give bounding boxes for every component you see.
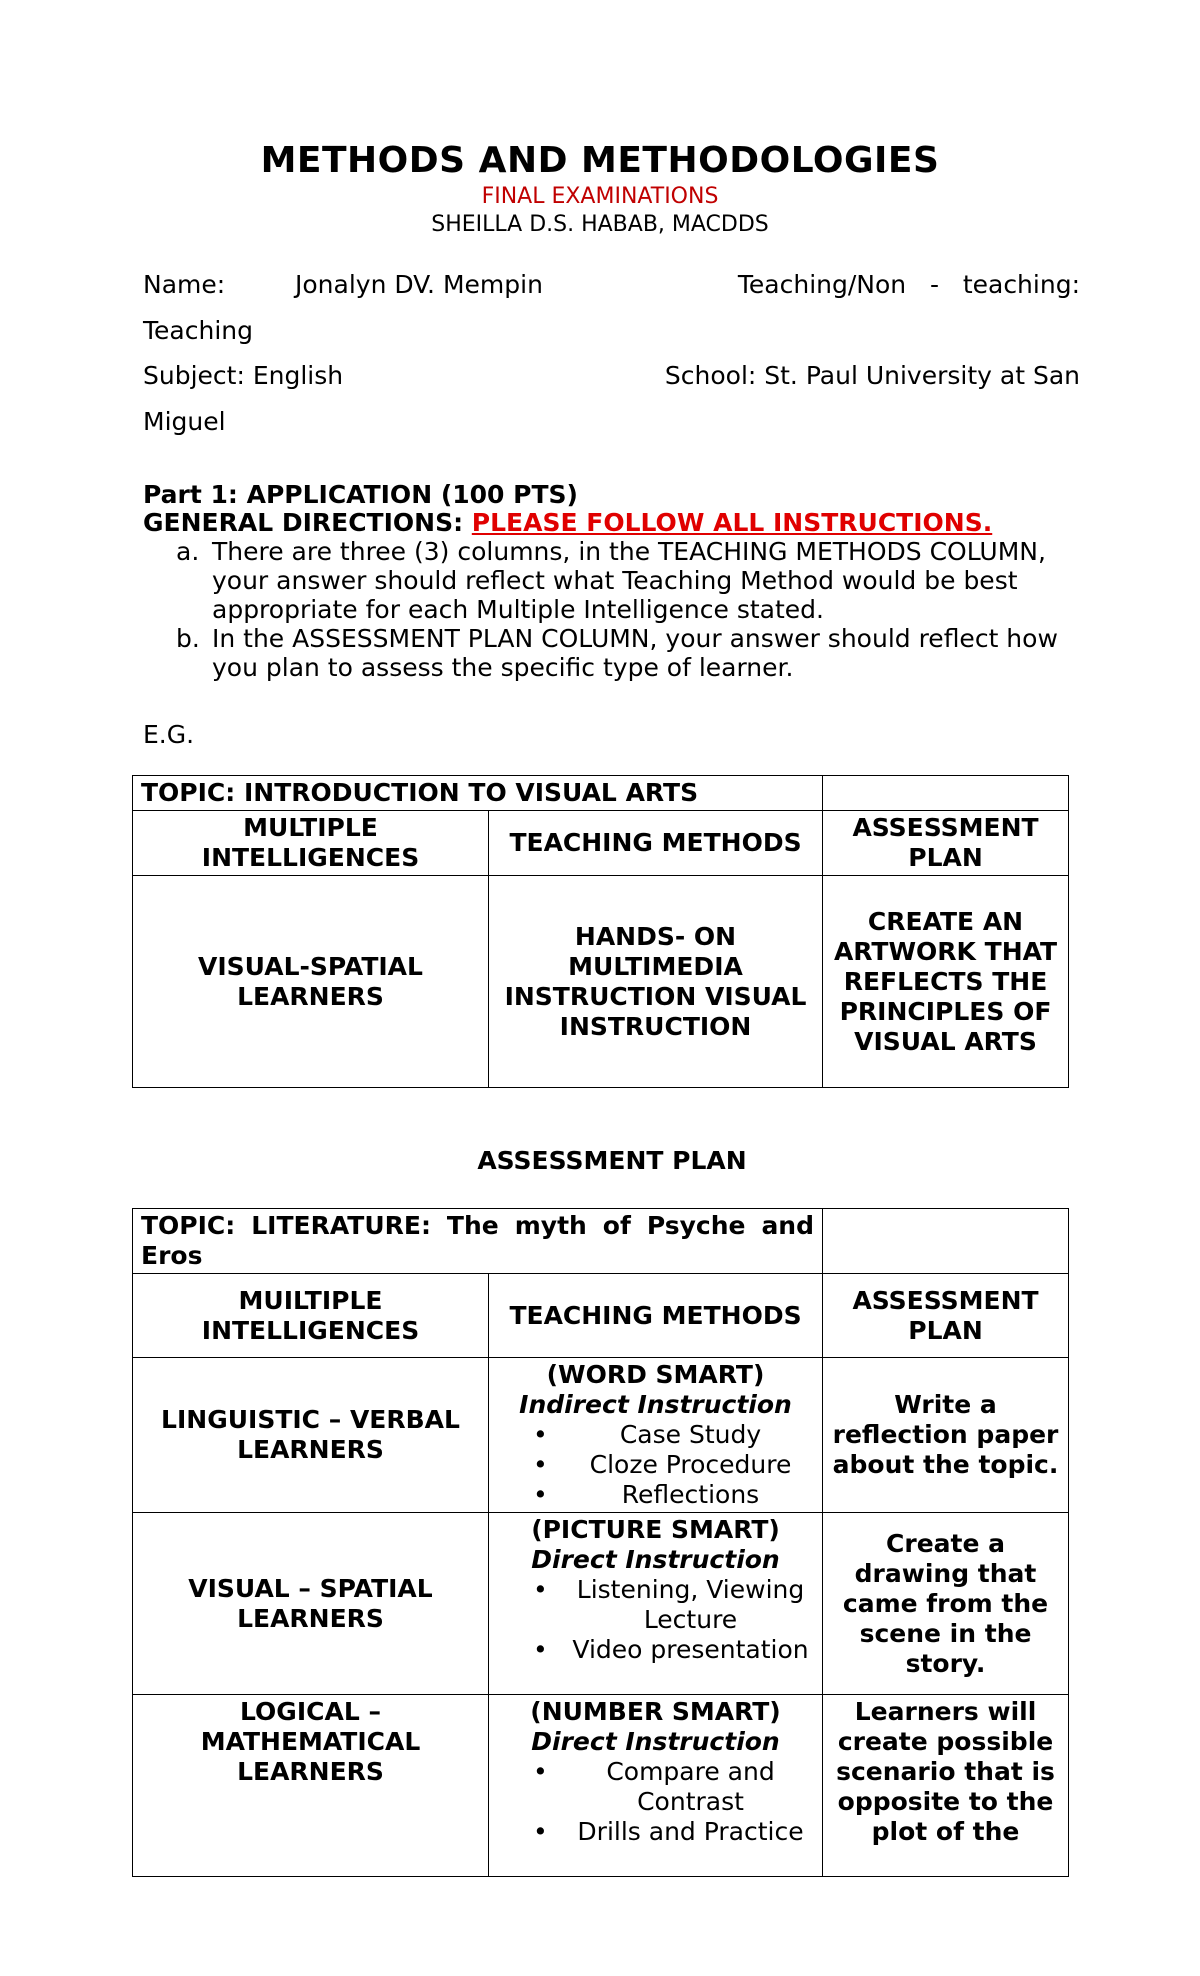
- name-value: Jonalyn DV. Mempin: [295, 270, 543, 299]
- list-text: In the ASSESSMENT PLAN COLUMN, your answer should reflect how you plan to assess the specific type of learner.: [212, 624, 1058, 682]
- name-label: Name:: [143, 270, 226, 299]
- list-item: [176, 624, 1084, 682]
- subject-line: Subject: English: [143, 361, 344, 390]
- header-teaching-methods: TEACHING METHODS: [489, 1274, 823, 1358]
- methods-list: [497, 1757, 814, 1847]
- row-intelligence: LINGUISTIC – VERBAL LEARNERS: [133, 1358, 489, 1513]
- header-assessment-plan: ASSESSMENT PLAN: [823, 1274, 1069, 1358]
- document-author: SHEILLA D.S. HABAB, MACDDS: [431, 212, 769, 237]
- example-intelligence: VISUAL-SPATIAL LEARNERS: [133, 876, 489, 1088]
- table-row: [133, 1695, 1069, 1877]
- method-item: • Video presentation: [533, 1635, 814, 1665]
- document-title: METHODS AND METHODOLOGIES: [260, 140, 940, 181]
- example-label: E.G.: [143, 720, 195, 749]
- directions-label: GENERAL DIRECTIONS:: [143, 508, 472, 537]
- list-marker: b.: [176, 624, 200, 653]
- row-teaching-methods: [489, 1358, 823, 1513]
- table-row: [133, 1358, 1069, 1513]
- assessment-plan-table: [132, 1208, 1069, 1877]
- row-intelligence: VISUAL – SPATIAL LEARNERS: [133, 1513, 489, 1695]
- plan-topic: TOPIC: LITERATURE: The myth of Psyche and Eros: [133, 1209, 823, 1274]
- directions-list: [176, 537, 1084, 682]
- document-subtitle: FINAL EXAMINATIONS: [481, 184, 719, 209]
- instruction-type: Indirect Instruction: [519, 1390, 792, 1419]
- methods-list: [497, 1575, 814, 1665]
- list-marker: a.: [176, 537, 200, 566]
- general-directions: [143, 508, 992, 537]
- directions-emphasis: PLEASE FOLLOW ALL INSTRUCTIONS.: [471, 508, 993, 537]
- row-assessment: Write a reflection paper about the topic.: [823, 1358, 1069, 1513]
- method-item: • Case Study: [533, 1420, 814, 1450]
- list-text: There are three (3) columns, in the TEACHING METHODS COLUMN, your answer should reflect what Teaching Method would be best appropriate for each Multiple Intelligence stated.: [212, 537, 1046, 624]
- methods-list: [497, 1420, 814, 1510]
- table-row: [133, 1513, 1069, 1695]
- smart-label: (NUMBER SMART): [530, 1697, 781, 1726]
- header-intelligences: MULTIPLE INTELLIGENCES: [133, 811, 489, 876]
- row-assessment: Learners will create possible scenario that is opposite to the plot of the: [823, 1695, 1069, 1877]
- smart-label: (WORD SMART): [546, 1360, 765, 1389]
- example-topic: TOPIC: INTRODUCTION TO VISUAL ARTS: [133, 776, 823, 811]
- instruction-type: Direct Instruction: [531, 1545, 780, 1574]
- method-item: • Compare and Contrast: [533, 1757, 814, 1817]
- row-intelligence: LOGICAL – MATHEMATICAL LEARNERS: [133, 1695, 489, 1877]
- method-item: • Cloze Procedure: [533, 1450, 814, 1480]
- row-assessment: Create a drawing that came from the scene in the story.: [823, 1513, 1069, 1695]
- teaching-label: Teaching/Non - teaching:: [737, 270, 1080, 299]
- teaching-value: Teaching: [143, 316, 253, 345]
- method-item: • Reflections: [533, 1480, 814, 1510]
- row-teaching-methods: [489, 1695, 823, 1877]
- part-title: Part 1: APPLICATION (100 PTS): [143, 480, 578, 509]
- empty-cell: [823, 776, 1069, 811]
- example-methods: HANDS- ON MULTIMEDIA INSTRUCTION VISUAL INSTRUCTION: [489, 876, 823, 1088]
- section-title: ASSESSMENT PLAN: [477, 1146, 747, 1175]
- header-teaching-methods: TEACHING METHODS: [489, 811, 823, 876]
- school-line-cont: Miguel: [143, 407, 226, 436]
- method-item: • Drills and Practice: [533, 1817, 814, 1847]
- smart-label: (PICTURE SMART): [531, 1515, 780, 1544]
- list-item: [176, 537, 1084, 624]
- empty-cell: [823, 1209, 1069, 1274]
- row-teaching-methods: [489, 1513, 823, 1695]
- method-item: • Listening, Viewing Lecture: [533, 1575, 814, 1635]
- example-assessment: CREATE AN ARTWORK THAT REFLECTS THE PRINCIPLES OF VISUAL ARTS: [823, 876, 1069, 1088]
- school-line: School: St. Paul University at San: [664, 361, 1080, 390]
- header-assessment-plan: ASSESSMENT PLAN: [823, 811, 1069, 876]
- instruction-type: Direct Instruction: [531, 1727, 780, 1756]
- header-intelligences: MUILTIPLE INTELLIGENCES: [133, 1274, 489, 1358]
- example-table: [132, 775, 1069, 1088]
